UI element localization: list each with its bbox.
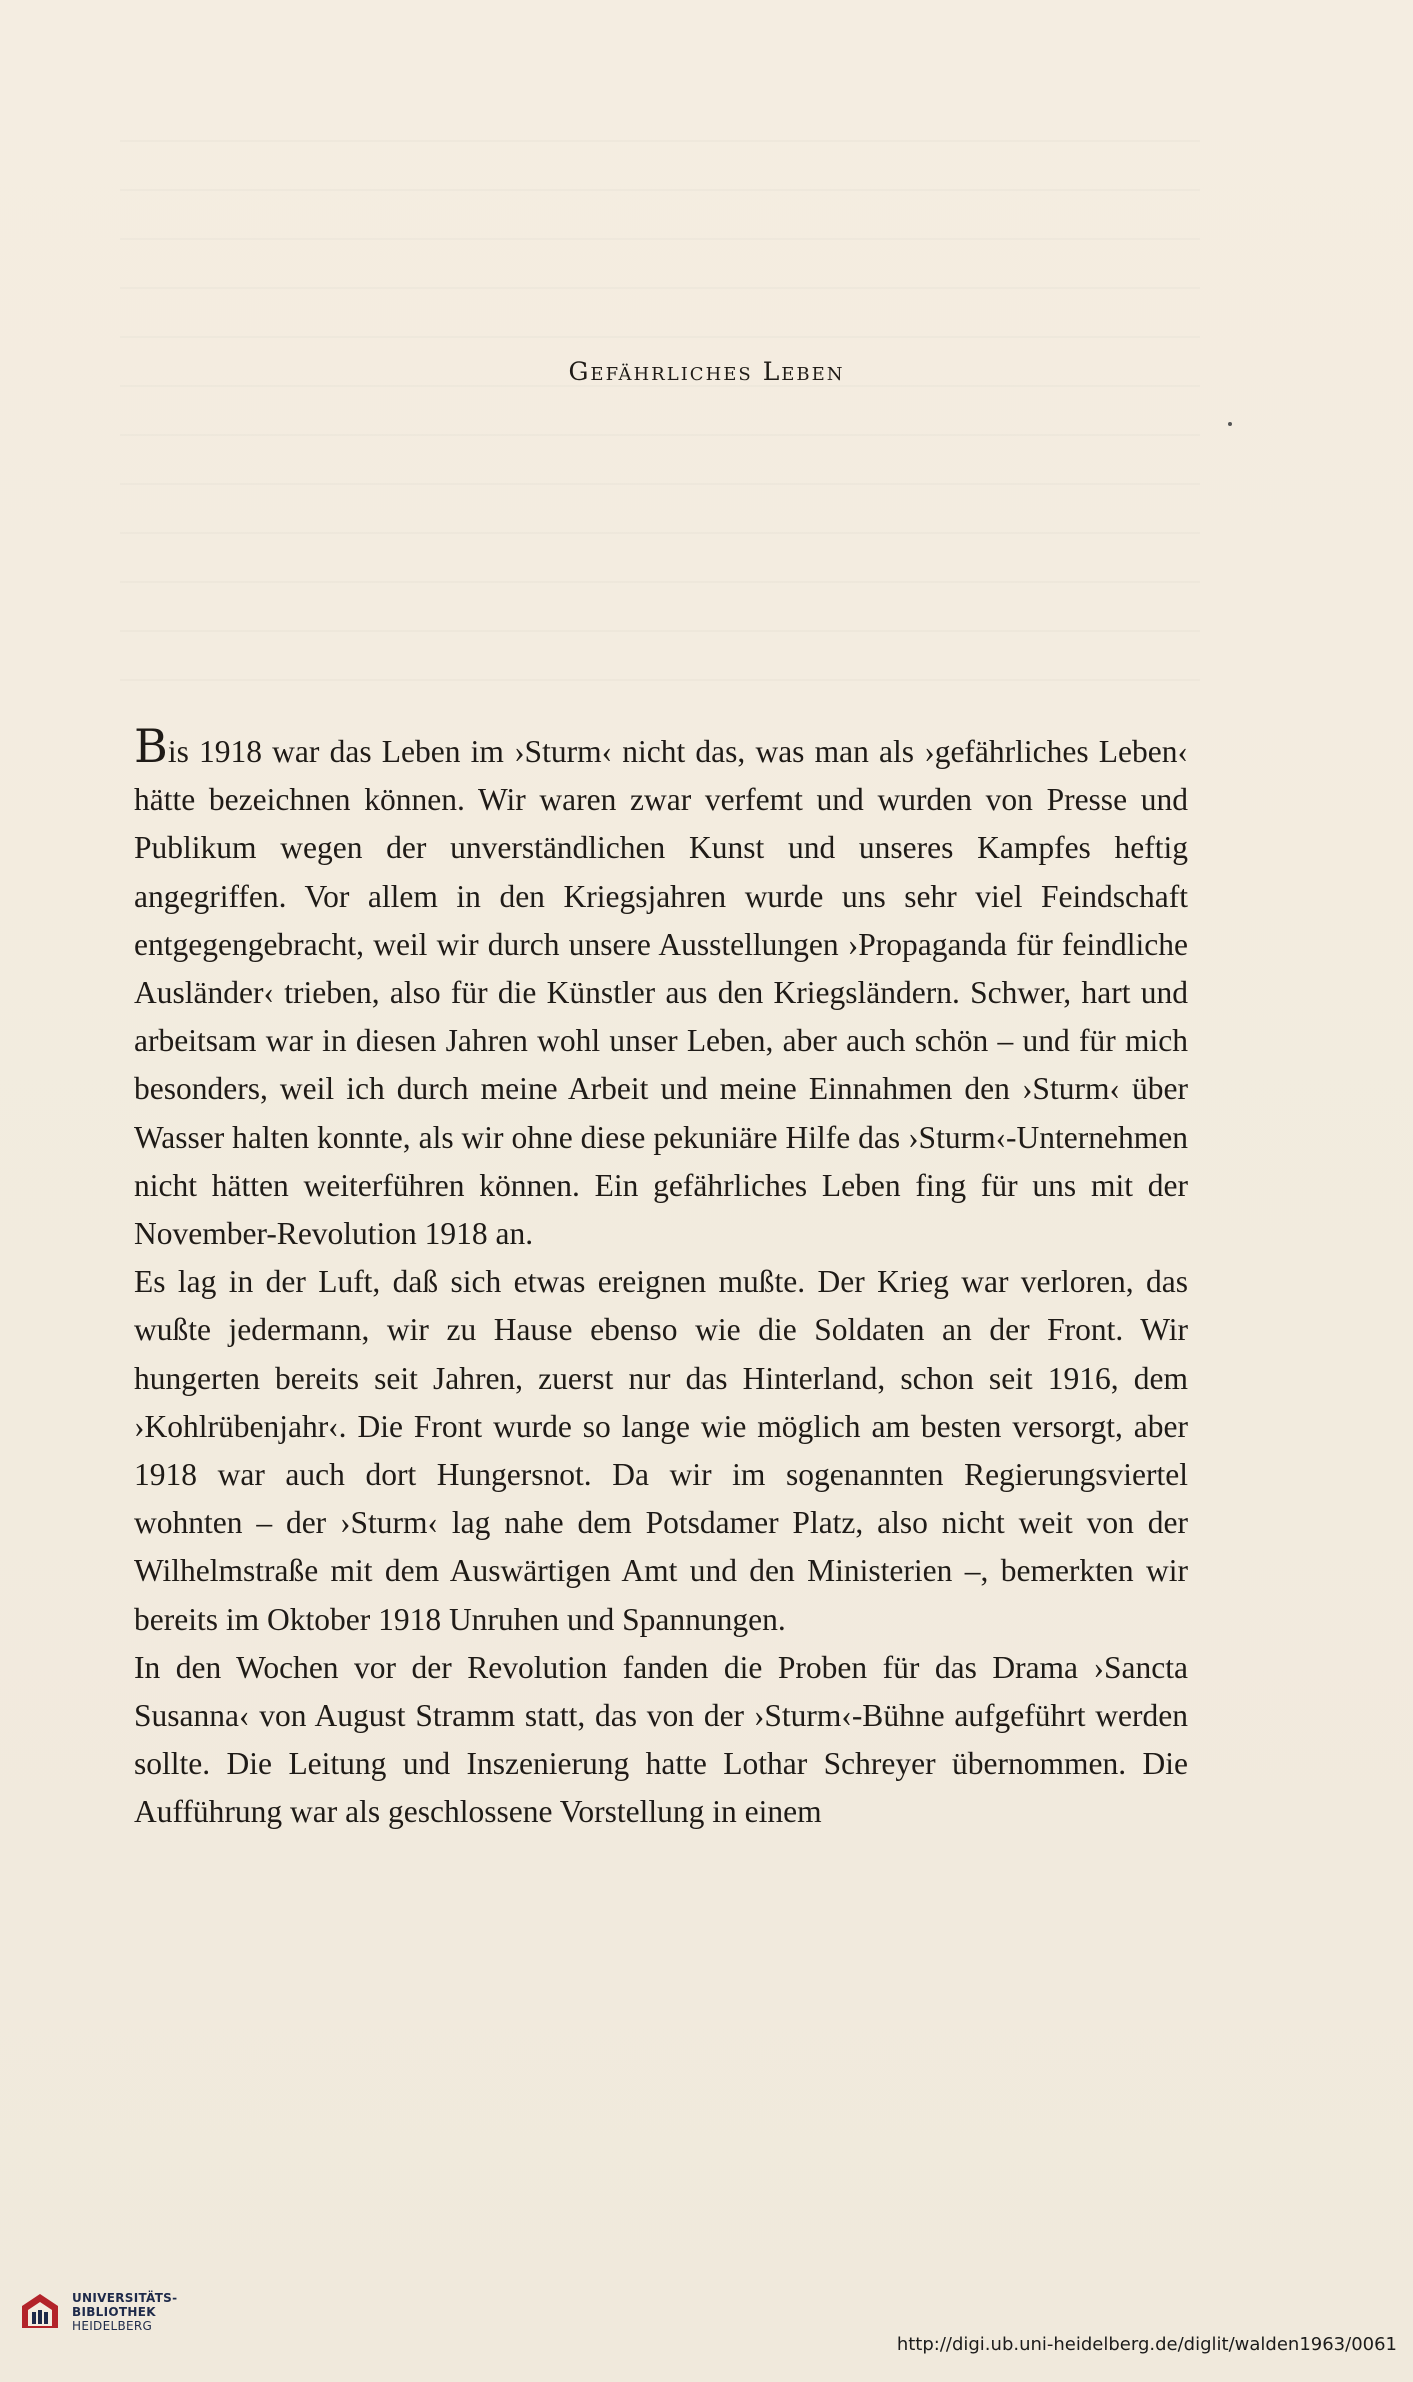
drop-cap: B: [134, 719, 168, 773]
paragraph-3: [134, 1644, 1188, 1837]
library-logo[interactable]: [18, 2290, 177, 2334]
paragraph-text: Es lag in der Luft, daß sich etwas ereignen mußte. Der Krieg war verloren, das wußte jedermann, wir zu Hause ebenso wie die Soldaten an der Front. Wir hungerten bereits seit Jahren, zuerst nur das Hinterland, schon seit 1916, dem ›Kohlrübenjahr‹. Die Front wurde so lange wie möglich am besten versorgt, aber 1918 war auch dort Hungersnot. Da wir im sogenannten Regierungsviertel wohnten – der ›Sturm‹ lag nahe dem Potsdamer Platz, also nicht weit von der Wilhelmstraße mit dem Auswärtigen Amt und den Ministerien –, bemerkten wir bereits im Oktober 1918 Unruhen und Spannungen.: [134, 1264, 1188, 1637]
paragraph-2: [134, 1258, 1188, 1644]
library-name: [72, 2291, 177, 2333]
paragraph-text: In den Wochen vor der Revolution fanden die Proben für das Drama ›Sancta Susanna‹ von August Stramm statt, das von der ›Sturm‹-Bühne aufgeführt werden sollte. Die Leitung und Inszenierung hatte Lothar Schreyer übernommen. Die Aufführung war als geschlossene Vorstellung in einem: [134, 1649, 1188, 1830]
source-url-link[interactable]: http://digi.ub.uni-heidelberg.de/diglit/walden1963/0061: [896, 2334, 1397, 2355]
logo-line-2: BIBLIOTHEK: [72, 2305, 156, 2319]
chapter-title: Gefährliches Leben: [568, 357, 845, 386]
logo-line-1: UNIVERSITÄTS-: [72, 2291, 178, 2305]
body-text: [134, 719, 1188, 1837]
paragraph-text: is 1918 war das Leben im ›Sturm‹ nicht das, was man als ›gefährliches Leben‹ hätte bezeichnen können. Wir waren zwar verfemt und wurden von Presse und Publikum wegen der unverständlichen Kunst und unseres Kampfes heftig angegriffen. Vor allem in den Kriegsjahren wurde uns sehr viel Feindschaft entgegengebracht, weil wir durch unsere Ausstellungen ›Propaganda für feindliche Ausländer‹ trieben, also für die Künstler aus den Kriegsländern. Schwer, hart und arbeitsam war in diesen Jahren wohl unser Leben, aber auch schön – und für mich besonders, weil ich durch meine Arbeit und meine Einnahmen den ›Sturm‹ über Wasser halten konnte, als wir ohne diese pekuniäre Hilfe das ›Sturm‹-Unternehmen nicht hätten weiterführen können. Ein gefährliches Leben fing für uns mit der November-Revolution 1918 an.: [134, 734, 1188, 1252]
paragraph-1: [134, 719, 1188, 1258]
show-through-text: [120, 140, 1200, 700]
library-seal-icon: [18, 2290, 62, 2334]
logo-line-3: HEIDELBERG: [72, 2319, 153, 2333]
margin-speck: [1228, 422, 1232, 426]
